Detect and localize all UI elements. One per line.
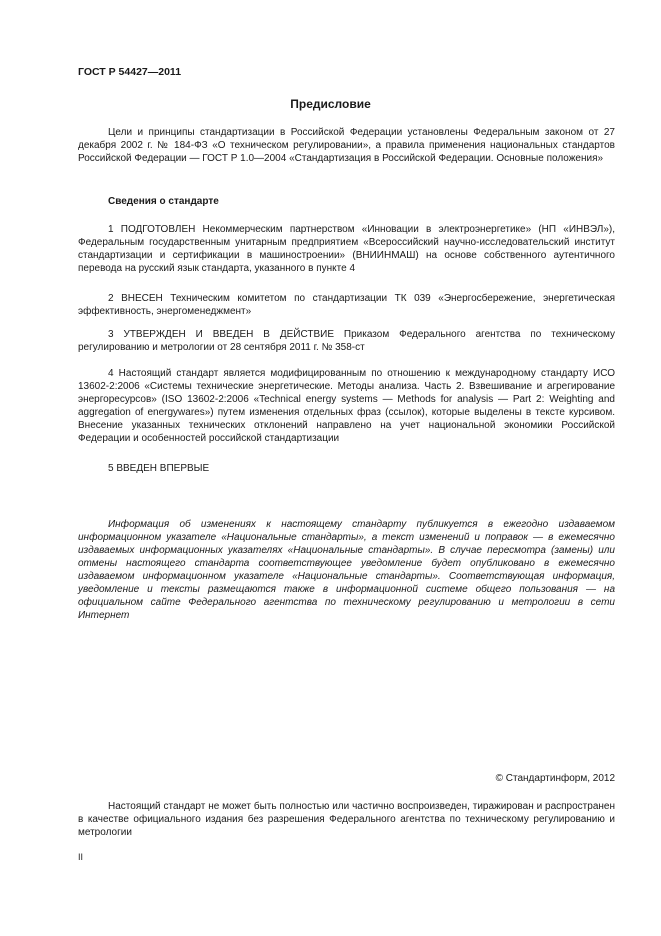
notice-text: Информация об изменениях к настоящему стандарту публикуется в ежегодно издаваемом информационном указателе «Национальные стандарты», а текст изменений и поправок — в ежемесячно издаваемых информационных указателях «Национальные стандарты». В случае пересмотра (замены) или отмены настоящего стандарта соответствующее уведомление будет опубликовано в ежемесячно издаваемом информационном указателе «Национальные стандарты». Соответствующая информация, уведомление и тексты размещаются также в информационной системе общего пользования — на официальном сайте Федерального агентства по техническому регулированию и метрологии в сети Интернет bbox=[78, 519, 615, 621]
item-4-text: 4 Настоящий стандарт является модифицированным по отношению к международному стандарту ИСО 13602-2:2006 «Системы технические энергетические. Методы анализа. Часть 2. Взвешивание и агрегирование энергоресурсов» (ISO 13602-2:2006 «Technical energy systems — Methods for analysis — Part 2: Weighting and aggregation of energywares») путем изменения отдельных фраз (ссылок), которые выделены в тексте курсивом. Внесение указанных технических отклонений направлено на учет национальной экономики Российской Федерации и особенностей российской стандартизации bbox=[78, 368, 615, 444]
footer-paragraph bbox=[78, 800, 615, 839]
page-title: Предисловие bbox=[290, 97, 371, 111]
item-4 bbox=[78, 367, 615, 445]
copyright: © Стандартинформ, 2012 bbox=[495, 773, 615, 784]
section-heading-block bbox=[78, 195, 615, 208]
item-2 bbox=[78, 292, 615, 318]
section-heading: Сведения о стандарте bbox=[108, 196, 219, 207]
item-3 bbox=[78, 328, 615, 354]
item-1-text: 1 ПОДГОТОВЛЕН Некоммерческим партнерством «Инновации в электроэнергетике» (НП «ИНВЭЛ»), Федеральным государственным унитарным предприятием «Всероссийский научно-исследовательский институт стандартизации и сертификации в машиностроении» (ВНИИНМАШ) на основе собственного аутентичного перевода на русский язык стандарта, указанного в пункте 4 bbox=[78, 224, 615, 274]
item-2-text: 2 ВНЕСЕН Техническим комитетом по стандартизации ТК 039 «Энергосбережение, энергетическая эффективность, энергоменеджмент» bbox=[78, 293, 615, 317]
notice-paragraph bbox=[78, 518, 615, 622]
item-5-text: 5 ВВЕДЕН ВПЕРВЫЕ bbox=[108, 463, 210, 474]
footer-text: Настоящий стандарт не может быть полностью или частично воспроизведен, тиражирован и распространен в качестве официального издания без разрешения Федерального агентства по техническому регулированию и метрологии bbox=[78, 801, 615, 838]
item-1 bbox=[78, 223, 615, 275]
intro-paragraph bbox=[78, 126, 615, 165]
page-number: II bbox=[78, 852, 84, 862]
item-5 bbox=[78, 462, 615, 475]
item-3-text: 3 УТВЕРЖДЕН И ВВЕДЕН В ДЕЙСТВИЕ Приказом Федерального агентства по техническому регулированию и метрологии от 28 сентября 2011 г. № 358-ст bbox=[78, 329, 615, 353]
document-code: ГОСТ Р 54427—2011 bbox=[78, 66, 182, 78]
intro-text: Цели и принципы стандартизации в Российской Федерации установлены Федеральным законом от 27 декабря 2002 г. № 184-ФЗ «О техническом регулировании», а правила применения национальных стандартов Российской Федерации — ГОСТ Р 1.0—2004 «Стандартизация в Российской Федерации. Основные положения» bbox=[78, 127, 615, 164]
